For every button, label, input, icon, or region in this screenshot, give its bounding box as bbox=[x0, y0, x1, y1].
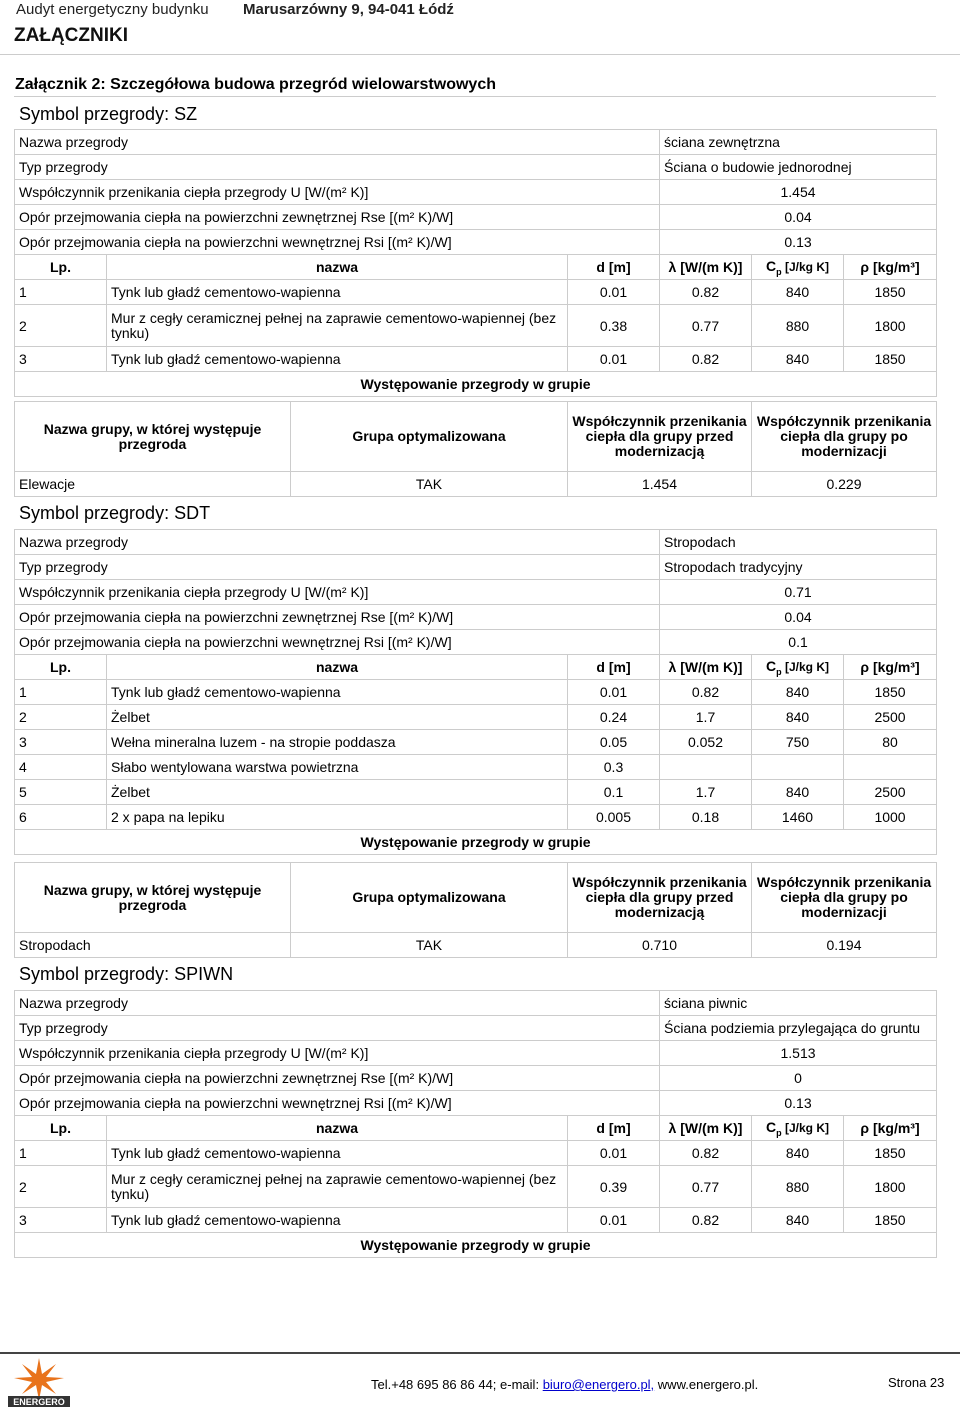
table-row bbox=[15, 580, 937, 605]
occurrence-heading: Występowanie przegrody w grupie bbox=[15, 1233, 937, 1258]
rsi-value: 0.13 bbox=[660, 1091, 937, 1116]
layer-cp: 750 bbox=[752, 730, 844, 755]
layer-lambda: 0.82 bbox=[660, 680, 752, 705]
occurrence-heading: Występowanie przegrody w grupie bbox=[15, 372, 937, 397]
occurrence-heading: Występowanie przegrody w grupie bbox=[15, 830, 937, 855]
layer-d: 0.005 bbox=[568, 805, 660, 830]
layer-cp: 840 bbox=[752, 1141, 844, 1166]
logo-text: ENERGERO bbox=[13, 1397, 65, 1407]
col-header-u-before: Współczynnik przenikania ciepła dla grupy przed modernizacją bbox=[568, 863, 752, 933]
layer-nazwa: Żelbet bbox=[107, 780, 568, 805]
layer-rho: 2500 bbox=[844, 705, 937, 730]
layer-header-row bbox=[15, 655, 937, 680]
layer-row bbox=[15, 1208, 937, 1233]
layer-lambda: 0.82 bbox=[660, 347, 752, 372]
table-row bbox=[15, 205, 937, 230]
website-link[interactable]: www.energero.pl. bbox=[657, 1377, 759, 1392]
col-header-group-opt: Grupa optymalizowana bbox=[291, 863, 568, 933]
table-row bbox=[15, 1016, 937, 1041]
name-value: ściana zewnętrzna bbox=[660, 130, 937, 155]
group-u-before: 1.454 bbox=[568, 472, 752, 497]
layer-header-row bbox=[15, 255, 937, 280]
type-label: Typ przegrody bbox=[15, 155, 660, 180]
col-header-nazwa: nazwa bbox=[107, 255, 568, 280]
group-u-before: 0.710 bbox=[568, 933, 752, 958]
col-header-cp: $C_p$ [J/kg K] bbox=[752, 655, 844, 680]
table-row bbox=[15, 155, 937, 180]
layer-d: 0.1 bbox=[568, 780, 660, 805]
col-header-nazwa: nazwa bbox=[107, 1116, 568, 1141]
phone: Tel.+48 695 86 86 44; bbox=[371, 1377, 497, 1392]
layer-lambda: 1.7 bbox=[660, 780, 752, 805]
layer-cp: 840 bbox=[752, 347, 844, 372]
group-opt: TAK bbox=[291, 472, 568, 497]
layer-d: 0.01 bbox=[568, 1208, 660, 1233]
layer-nazwa: 2 x papa na lepiku bbox=[107, 805, 568, 830]
layer-nazwa: Tynk lub gładź cementowo-wapienna bbox=[107, 347, 568, 372]
layer-row bbox=[15, 1166, 937, 1208]
rsi-label: Opór przejmowania ciepła na powierzchni wewnętrznej Rsi [(m² K)/W] bbox=[15, 230, 660, 255]
occurrence-row bbox=[15, 830, 937, 855]
occurrence-row bbox=[15, 1233, 937, 1258]
layer-rho: 80 bbox=[844, 730, 937, 755]
layer-lp: 3 bbox=[15, 730, 107, 755]
layer-lambda: 0.82 bbox=[660, 280, 752, 305]
layer-rho: 1850 bbox=[844, 347, 937, 372]
layer-lambda: 0.052 bbox=[660, 730, 752, 755]
energero-logo bbox=[6, 1356, 72, 1408]
col-header-lp: Lp. bbox=[15, 255, 107, 280]
layer-rho: 1850 bbox=[844, 280, 937, 305]
layer-rho bbox=[844, 755, 937, 780]
email-label: e-mail: bbox=[500, 1377, 540, 1392]
col-header-u-before: Współczynnik przenikania ciepła dla grupy przed modernizacją bbox=[568, 402, 752, 472]
layer-row bbox=[15, 705, 937, 730]
layer-rho: 1800 bbox=[844, 305, 937, 347]
layer-lambda: 0.77 bbox=[660, 1166, 752, 1208]
layer-lambda: 0.82 bbox=[660, 1141, 752, 1166]
layer-row bbox=[15, 805, 937, 830]
layer-row bbox=[15, 755, 937, 780]
group-header-row bbox=[15, 863, 937, 933]
rse-label: Opór przejmowania ciepła na powierzchni zewnętrznej Rse [(m² K)/W] bbox=[15, 1066, 660, 1091]
layer-cp: 840 bbox=[752, 680, 844, 705]
layer-cp: 840 bbox=[752, 280, 844, 305]
layer-lambda bbox=[660, 755, 752, 780]
partition-table-sdt bbox=[14, 529, 937, 855]
rsi-label: Opór przejmowania ciepła na powierzchni wewnętrznej Rsi [(m² K)/W] bbox=[15, 1091, 660, 1116]
contact-info bbox=[371, 1377, 758, 1392]
layer-d: 0.01 bbox=[568, 280, 660, 305]
type-value: Stropodach tradycyjny bbox=[660, 555, 937, 580]
group-row bbox=[15, 933, 937, 958]
email-link[interactable]: biuro@energero.pl, bbox=[542, 1377, 655, 1392]
table-row bbox=[15, 555, 937, 580]
layer-row bbox=[15, 730, 937, 755]
annex-title: Załącznik 2: Szczegółowa budowa przegród wielowarstwowych bbox=[15, 76, 496, 93]
layer-rho: 1850 bbox=[844, 1208, 937, 1233]
col-header-cp: $C_p$ [J/kg K] bbox=[752, 1116, 844, 1141]
layer-cp: 1460 bbox=[752, 805, 844, 830]
table-row bbox=[15, 1041, 937, 1066]
col-header-lambda: λ [W/(m K)] bbox=[660, 1116, 752, 1141]
table-row bbox=[15, 530, 937, 555]
occurrence-row bbox=[15, 372, 937, 397]
type-value: Ściana o budowie jednorodnej bbox=[660, 155, 937, 180]
section-title: ZAŁĄCZNIKI bbox=[14, 25, 128, 46]
layer-rho: 2500 bbox=[844, 780, 937, 805]
layer-lp: 6 bbox=[15, 805, 107, 830]
layer-lp: 2 bbox=[15, 305, 107, 347]
rsi-value: 0.13 bbox=[660, 230, 937, 255]
col-header-group-opt: Grupa optymalizowana bbox=[291, 402, 568, 472]
name-label: Nazwa przegrody bbox=[15, 530, 660, 555]
col-header-d: d [m] bbox=[568, 1116, 660, 1141]
layer-nazwa: Wełna mineralna luzem - na stropie poddasza bbox=[107, 730, 568, 755]
group-row bbox=[15, 472, 937, 497]
col-header-rho: ρ [kg/m³] bbox=[844, 255, 937, 280]
u-label: Współczynnik przenikania ciepła przegrody U [W/(m² K)] bbox=[15, 180, 660, 205]
layer-d: 0.24 bbox=[568, 705, 660, 730]
layer-cp: 840 bbox=[752, 705, 844, 730]
table-row bbox=[15, 605, 937, 630]
col-header-group-name: Nazwa grupy, w której występuje przegroda bbox=[15, 402, 291, 472]
layer-row bbox=[15, 280, 937, 305]
col-header-rho: ρ [kg/m³] bbox=[844, 1116, 937, 1141]
u-value: 0.71 bbox=[660, 580, 937, 605]
layer-lp: 2 bbox=[15, 1166, 107, 1208]
layer-lp: 2 bbox=[15, 705, 107, 730]
layer-lambda: 0.82 bbox=[660, 1208, 752, 1233]
layer-d: 0.01 bbox=[568, 1141, 660, 1166]
partition-table-sz bbox=[14, 129, 937, 397]
layer-lp: 1 bbox=[15, 1141, 107, 1166]
footer-divider bbox=[0, 1352, 960, 1354]
group-u-after: 0.229 bbox=[752, 472, 937, 497]
divider bbox=[14, 96, 936, 97]
layer-nazwa: Tynk lub gładź cementowo-wapienna bbox=[107, 280, 568, 305]
partition-symbol: Symbol przegrody: SPIWN bbox=[19, 964, 234, 984]
group-u-after: 0.194 bbox=[752, 933, 937, 958]
layer-rho: 1850 bbox=[844, 1141, 937, 1166]
partition-table-spiwn bbox=[14, 990, 937, 1258]
u-value: 1.454 bbox=[660, 180, 937, 205]
col-header-u-after: Współczynnik przenikania ciepła dla grupy po modernizacji bbox=[752, 863, 937, 933]
layer-lambda: 0.18 bbox=[660, 805, 752, 830]
group-name: Elewacje bbox=[15, 472, 291, 497]
layer-lp: 4 bbox=[15, 755, 107, 780]
document-title: Audyt energetyczny budynku bbox=[16, 1, 209, 18]
group-opt: TAK bbox=[291, 933, 568, 958]
rse-value: 0.04 bbox=[660, 605, 937, 630]
page-number: Strona 23 bbox=[888, 1375, 945, 1390]
u-value: 1.513 bbox=[660, 1041, 937, 1066]
col-header-cp: $C_p$ [J/kg K] bbox=[752, 255, 844, 280]
type-label: Typ przegrody bbox=[15, 1016, 660, 1041]
table-row bbox=[15, 1066, 937, 1091]
layer-row bbox=[15, 347, 937, 372]
layer-nazwa: Tynk lub gładź cementowo-wapienna bbox=[107, 1141, 568, 1166]
page-header bbox=[0, 0, 960, 55]
layer-lp: 3 bbox=[15, 347, 107, 372]
layer-lp: 5 bbox=[15, 780, 107, 805]
rsi-label: Opór przejmowania ciepła na powierzchni wewnętrznej Rsi [(m² K)/W] bbox=[15, 630, 660, 655]
u-label: Współczynnik przenikania ciepła przegrody U [W/(m² K)] bbox=[15, 1041, 660, 1066]
layer-nazwa: Słabo wentylowana warstwa powietrzna bbox=[107, 755, 568, 780]
logo-star-icon bbox=[14, 1358, 64, 1400]
layer-cp: 840 bbox=[752, 1208, 844, 1233]
col-header-d: d [m] bbox=[568, 255, 660, 280]
group-table-sdt bbox=[14, 862, 937, 958]
layer-d: 0.39 bbox=[568, 1166, 660, 1208]
layer-lp: 3 bbox=[15, 1208, 107, 1233]
layer-cp: 880 bbox=[752, 1166, 844, 1208]
layer-rho: 1000 bbox=[844, 805, 937, 830]
layer-lambda: 0.77 bbox=[660, 305, 752, 347]
building-address: Marusarzówny 9, 94-041 Łódź bbox=[243, 1, 454, 18]
group-table-sz bbox=[14, 401, 937, 497]
col-header-lambda: λ [W/(m K)] bbox=[660, 255, 752, 280]
layer-lp: 1 bbox=[15, 280, 107, 305]
partition-symbol: Symbol przegrody: SDT bbox=[19, 503, 211, 523]
table-row bbox=[15, 1091, 937, 1116]
group-header-row bbox=[15, 402, 937, 472]
layer-rho: 1850 bbox=[844, 680, 937, 705]
layer-nazwa: Mur z cegły ceramicznej pełnej na zaprawie cementowo-wapiennej (bez tynku) bbox=[107, 1166, 568, 1208]
name-label: Nazwa przegrody bbox=[15, 130, 660, 155]
table-row bbox=[15, 230, 937, 255]
col-header-u-after: Współczynnik przenikania ciepła dla grupy po modernizacji bbox=[752, 402, 937, 472]
group-name: Stropodach bbox=[15, 933, 291, 958]
layer-row bbox=[15, 1141, 937, 1166]
rse-label: Opór przejmowania ciepła na powierzchni zewnętrznej Rse [(m² K)/W] bbox=[15, 205, 660, 230]
layer-row bbox=[15, 780, 937, 805]
col-header-lp: Lp. bbox=[15, 1116, 107, 1141]
rse-value: 0 bbox=[660, 1066, 937, 1091]
col-header-lambda: λ [W/(m K)] bbox=[660, 655, 752, 680]
col-header-lp: Lp. bbox=[15, 655, 107, 680]
type-value: Ściana podziemia przylegająca do gruntu bbox=[660, 1016, 937, 1041]
layer-rho: 1800 bbox=[844, 1166, 937, 1208]
layer-row bbox=[15, 680, 937, 705]
layer-d: 0.01 bbox=[568, 680, 660, 705]
col-header-rho: ρ [kg/m³] bbox=[844, 655, 937, 680]
col-header-group-name: Nazwa grupy, w której występuje przegroda bbox=[15, 863, 291, 933]
layer-d: 0.3 bbox=[568, 755, 660, 780]
layer-d: 0.38 bbox=[568, 305, 660, 347]
partition-symbol: Symbol przegrody: SZ bbox=[19, 104, 198, 124]
col-header-d: d [m] bbox=[568, 655, 660, 680]
layer-cp: 840 bbox=[752, 780, 844, 805]
table-row bbox=[15, 180, 937, 205]
layer-nazwa: Mur z cegły ceramicznej pełnej na zaprawie cementowo-wapiennej (bez tynku) bbox=[107, 305, 568, 347]
rse-value: 0.04 bbox=[660, 205, 937, 230]
layer-d: 0.01 bbox=[568, 347, 660, 372]
layer-cp bbox=[752, 755, 844, 780]
layer-lambda: 1.7 bbox=[660, 705, 752, 730]
layer-cp: 880 bbox=[752, 305, 844, 347]
name-label: Nazwa przegrody bbox=[15, 991, 660, 1016]
rsi-value: 0.1 bbox=[660, 630, 937, 655]
layer-nazwa: Tynk lub gładź cementowo-wapienna bbox=[107, 680, 568, 705]
layer-header-row bbox=[15, 1116, 937, 1141]
name-value: Stropodach bbox=[660, 530, 937, 555]
table-row bbox=[15, 630, 937, 655]
layer-d: 0.05 bbox=[568, 730, 660, 755]
rse-label: Opór przejmowania ciepła na powierzchni zewnętrznej Rse [(m² K)/W] bbox=[15, 605, 660, 630]
name-value: ściana piwnic bbox=[660, 991, 937, 1016]
type-label: Typ przegrody bbox=[15, 555, 660, 580]
layer-lp: 1 bbox=[15, 680, 107, 705]
layer-nazwa: Tynk lub gładź cementowo-wapienna bbox=[107, 1208, 568, 1233]
layer-row bbox=[15, 305, 937, 347]
table-row bbox=[15, 130, 937, 155]
col-header-nazwa: nazwa bbox=[107, 655, 568, 680]
table-row bbox=[15, 991, 937, 1016]
layer-nazwa: Żelbet bbox=[107, 705, 568, 730]
u-label: Współczynnik przenikania ciepła przegrody U [W/(m² K)] bbox=[15, 580, 660, 605]
